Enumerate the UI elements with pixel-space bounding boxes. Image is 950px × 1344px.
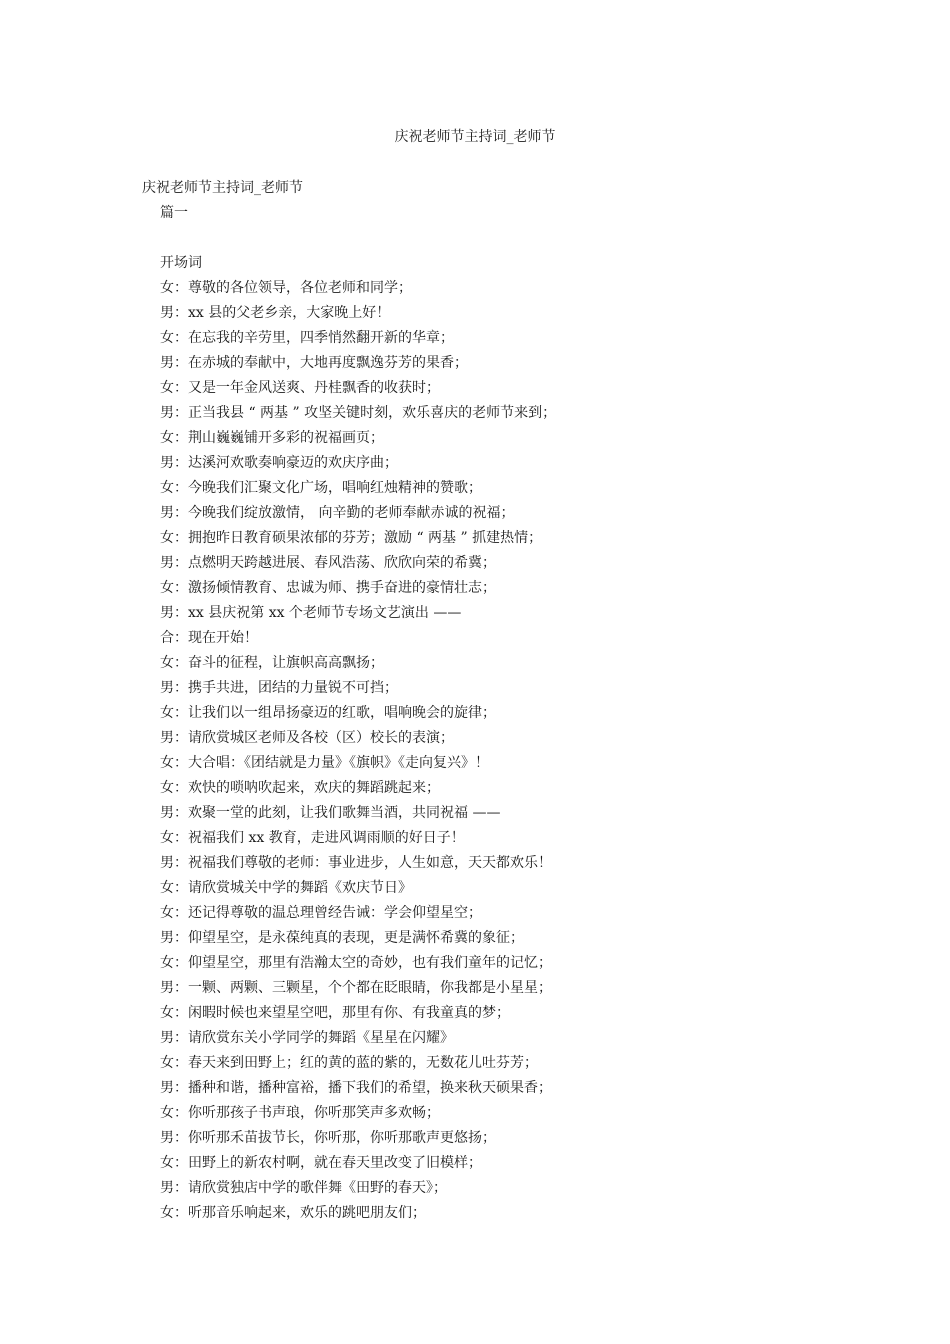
script-line: 男：点燃明天跨越进展、春风浩荡、欣欣向荣的希冀； bbox=[160, 555, 496, 571]
script-line: 女：你听那孩子书声琅，你听那笑声多欢畅； bbox=[160, 1105, 440, 1121]
script-line: 男：xx 县庆祝第 xx 个老师节专场文艺演出 —— bbox=[160, 605, 462, 621]
chapter-label: 篇一 bbox=[160, 205, 188, 221]
script-line: 女：奋斗的征程，让旗帜高高飘扬； bbox=[160, 655, 384, 671]
script-line: 男：请欣赏东关小学同学的舞蹈《星星在闪耀》 bbox=[160, 1030, 454, 1046]
script-line: 男：请欣赏城区老师及各校（区）校长的表演； bbox=[160, 730, 454, 746]
script-line: 女：在忘我的辛劳里，四季悄然翻开新的华章； bbox=[160, 330, 454, 346]
script-line: 合：现在开始！ bbox=[160, 630, 258, 646]
script-line: 女：欢快的唢呐吹起来，欢庆的舞蹈跳起来； bbox=[160, 780, 440, 796]
script-line: 男：携手共进，团结的力量锐不可挡； bbox=[160, 680, 398, 696]
script-line: 女：闲暇时候也来望星空吧，那里有你、有我童真的梦； bbox=[160, 1005, 510, 1021]
script-line: 女：尊敬的各位领导，各位老师和同学； bbox=[160, 280, 412, 296]
script-line: 女：今晚我们汇聚文化广场，唱响红烛精神的赞歌； bbox=[160, 480, 482, 496]
script-line: 女：春天来到田野上；红的黄的蓝的紫的，无数花儿吐芬芳； bbox=[160, 1055, 538, 1071]
script-line: 男：祝福我们尊敬的老师：事业进步，人生如意，天天都欢乐！ bbox=[160, 855, 552, 871]
script-line: 男：达溪河欢歌奏响豪迈的欢庆序曲； bbox=[160, 455, 398, 471]
section-heading: 庆祝老师节主持词_老师节 bbox=[142, 180, 303, 196]
document-title: 庆祝老师节主持词_老师节 bbox=[394, 129, 556, 145]
script-line: 男：一颗、两颗、三颗星，个个都在眨眼睛，你我都是小星星； bbox=[160, 980, 552, 996]
script-line: 男：仰望星空，是永葆纯真的表现，更是满怀希冀的象征； bbox=[160, 930, 524, 946]
script-line: 女：田野上的新农村啊，就在春天里改变了旧模样； bbox=[160, 1155, 482, 1171]
script-line: 男：今晚我们绽放激情， 向辛勤的老师奉献赤诚的祝福； bbox=[160, 505, 515, 521]
script-line: 男：在赤城的奉献中，大地再度飘逸芬芳的果香； bbox=[160, 355, 468, 371]
script-line: 女：仰望星空，那里有浩瀚太空的奇妙，也有我们童年的记忆； bbox=[160, 955, 552, 971]
script-line: 女：请欣赏城关中学的舞蹈《欢庆节日》 bbox=[160, 880, 412, 896]
script-line: 男：你听那禾苗拔节长，你听那，你听那歌声更悠扬； bbox=[160, 1130, 496, 1146]
script-lines bbox=[160, 278, 860, 1228]
script-line: 女：荆山巍巍铺开多彩的祝福画页； bbox=[160, 430, 384, 446]
script-line: 男：欢聚一堂的此刻，让我们歌舞当酒，共同祝福 —— bbox=[160, 805, 501, 821]
script-line: 女：大合唱：《团结就是力量》《旗帜》《走向复兴》！ bbox=[160, 755, 489, 771]
script-line: 女：还记得尊敬的温总理曾经告诫：学会仰望星空； bbox=[160, 905, 482, 921]
script-line: 女：拥抱昨日教育硕果浓郁的芬芳；激励 “ 两基 ” 抓建热情； bbox=[160, 530, 543, 546]
opening-label: 开场词 bbox=[160, 255, 202, 271]
script-line: 女：又是一年金风送爽、丹桂飘香的收获时； bbox=[160, 380, 440, 396]
script-line: 女：让我们以一组昂扬豪迈的红歌，唱响晚会的旋律； bbox=[160, 705, 496, 721]
script-line: 男：xx 县的父老乡亲，大家晚上好！ bbox=[160, 305, 391, 321]
script-line: 女：激扬倾情教育、忠诚为师、携手奋进的豪情壮志； bbox=[160, 580, 496, 596]
script-line: 女：听那音乐响起来，欢乐的跳吧朋友们； bbox=[160, 1205, 426, 1221]
script-line: 男：请欣赏独店中学的歌伴舞《田野的春天》； bbox=[160, 1180, 447, 1196]
script-line: 男：播种和谐，播种富裕，播下我们的希望，换来秋天硕果香； bbox=[160, 1080, 552, 1096]
script-line: 女：祝福我们 xx 教育，走进风调雨顺的好日子！ bbox=[160, 830, 465, 846]
script-line: 男：正当我县 “ 两基 ” 攻坚关键时刻，欢乐喜庆的老师节来到； bbox=[160, 405, 557, 421]
